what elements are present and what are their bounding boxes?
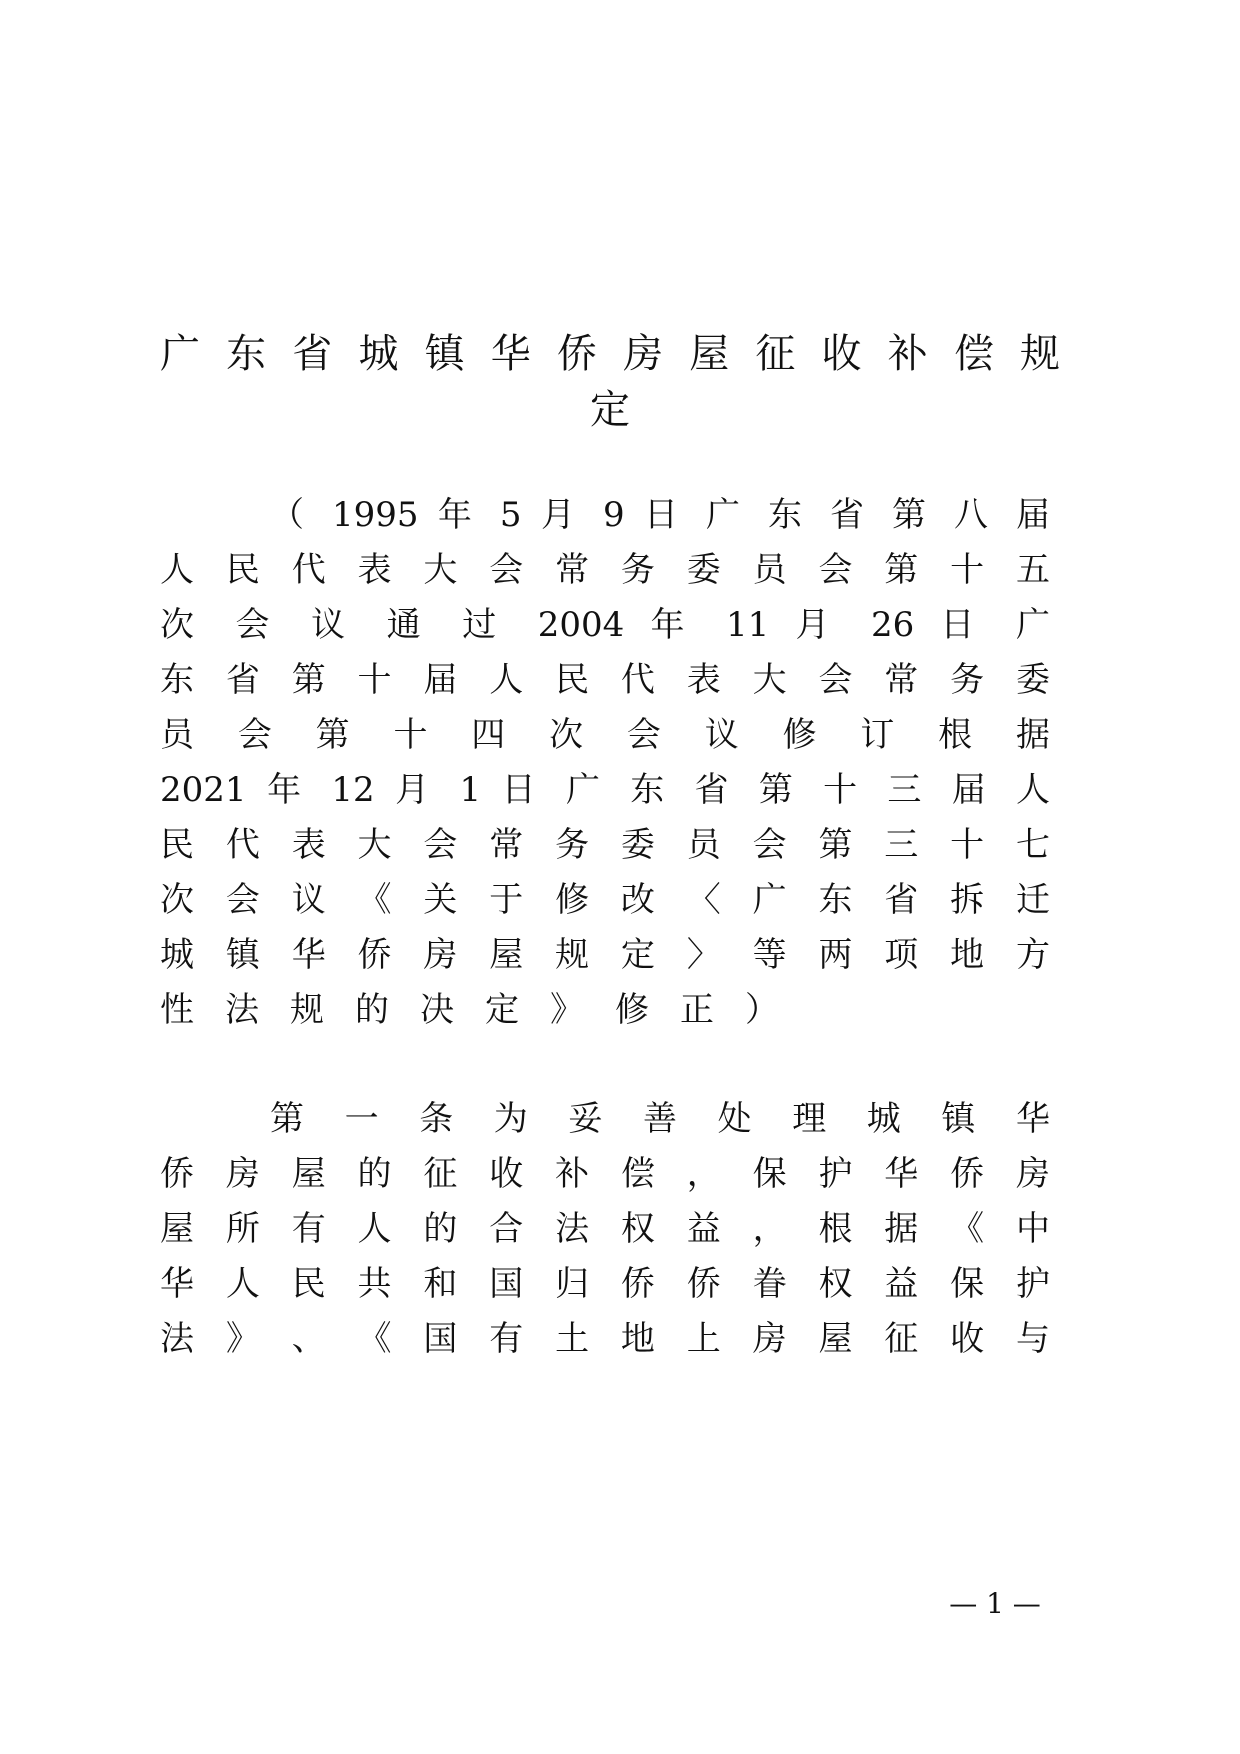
- preamble-line: 东 省 第 十 届 人 民 代 表 大 会 常 务 委: [160, 660, 1050, 700]
- document-title-line-1: 广 东 省 城 镇 华 侨 房 屋 征 收 补 偿 规: [160, 331, 1060, 377]
- page-number: — 1 —: [949, 1587, 1041, 1620]
- preamble-line: 次 会 议 《 关 于 修 改 〈 广 东 省 拆 迁: [160, 880, 1050, 920]
- preamble-line: 民 代 表 大 会 常 务 委 员 会 第 三 十 七: [160, 825, 1050, 865]
- preamble-line: （ 1995 年 5 月 9 日 广 东 省 第 八 届: [270, 495, 1050, 535]
- document-title-line-2: 定: [590, 387, 630, 433]
- article-line: 华 人 民 共 和 国 归 侨 侨 眷 权 益 保 护: [160, 1264, 1050, 1304]
- preamble-line: 人 民 代 表 大 会 常 务 委 员 会 第 十 五: [160, 550, 1050, 590]
- article-line: 第 一 条 为 妥 善 处 理 城 镇 华: [270, 1099, 1050, 1139]
- preamble-line: 员 会 第 十 四 次 会 议 修 订 根 据: [160, 715, 1050, 755]
- preamble-line: 性法规的决定》修正）: [160, 990, 810, 1030]
- article-line: 屋 所 有 人 的 合 法 权 益 ， 根 据 《 中: [160, 1209, 1050, 1249]
- article-line: 法 》 、 《 国 有 土 地 上 房 屋 征 收 与: [160, 1319, 1050, 1359]
- preamble-line: 次 会 议 通 过 2004 年 11 月 26 日 广: [160, 605, 1050, 645]
- preamble-line: 2021 年 12 月 1 日 广 东 省 第 十 三 届 人: [160, 770, 1050, 810]
- article-line: 侨 房 屋 的 征 收 补 偿 ， 保 护 华 侨 房: [160, 1154, 1050, 1194]
- preamble-line: 城 镇 华 侨 房 屋 规 定 〉 等 两 项 地 方: [160, 935, 1050, 975]
